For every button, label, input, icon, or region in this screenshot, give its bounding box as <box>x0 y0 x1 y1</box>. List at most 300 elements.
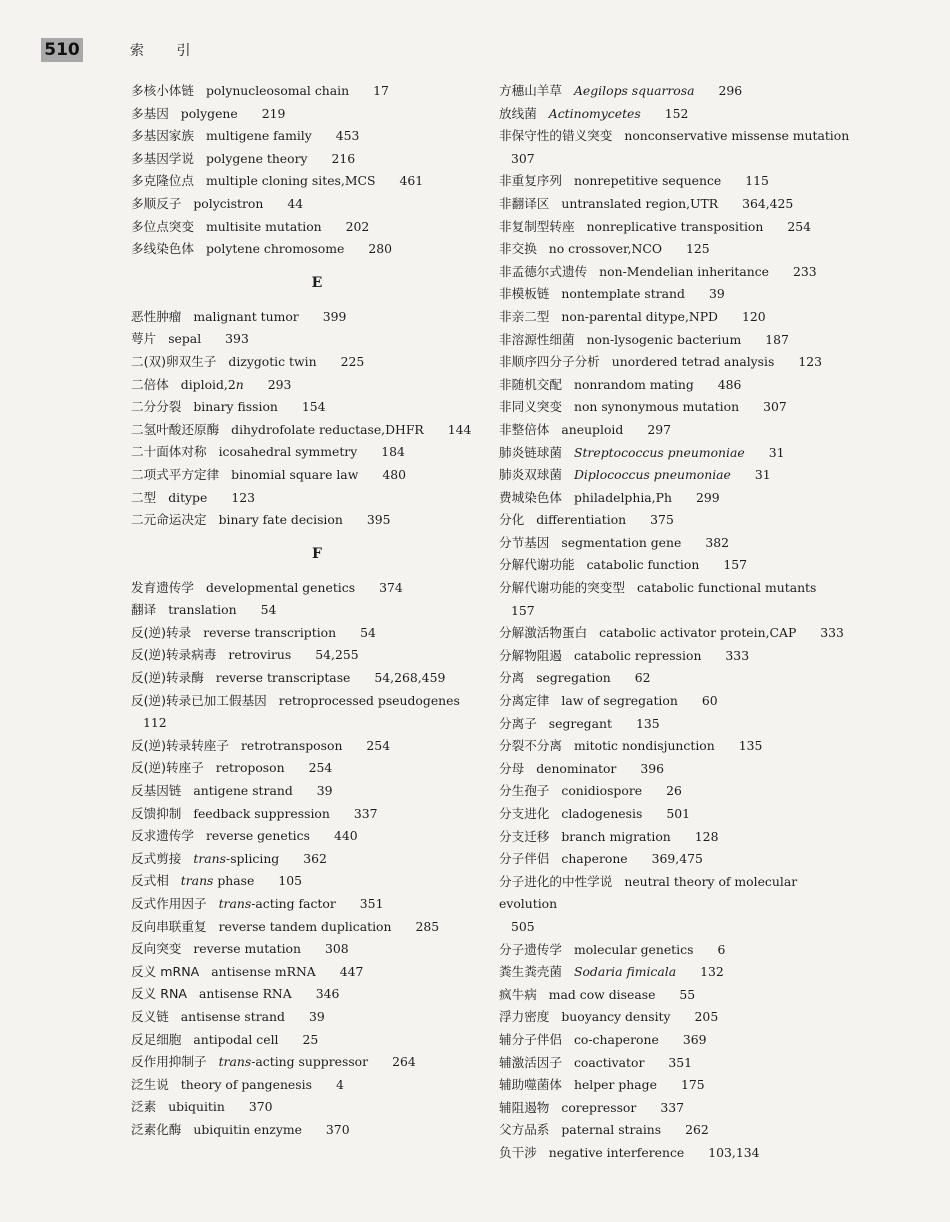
index-column-left <box>131 80 483 1142</box>
entry-chinese-term: 分离 <box>499 670 525 686</box>
entry-page-ref: 39 <box>308 1008 325 1024</box>
entry-english-term: retrovirus <box>228 647 292 663</box>
entry-chinese-term: 萼片 <box>131 331 157 347</box>
entry-chinese-term: 反(逆)转录 <box>131 624 192 640</box>
index-entry <box>499 238 851 261</box>
entry-chinese-term: 二项式平方定律 <box>131 466 220 482</box>
entry-page-ref: 132 <box>700 964 724 980</box>
entry-english-term: cladogenesis <box>561 806 643 821</box>
entry-chinese-term: 反作用抑制子 <box>131 1054 207 1070</box>
entry-chinese-term: 反(逆)转录酶 <box>131 670 204 686</box>
entry-page-ref: 333 <box>820 625 844 641</box>
entry-page-ref: 307 <box>763 399 787 415</box>
entry-page-ref: 480 <box>382 466 406 482</box>
entry-page-ref: 55 <box>679 986 696 1002</box>
index-entry <box>131 825 483 848</box>
index-entry <box>131 667 483 690</box>
entry-chinese-term: 多克隆位点 <box>131 173 194 189</box>
entry-chinese-term: 分子伴侣 <box>499 851 550 867</box>
entry-chinese-term: 分解激活物蛋白 <box>499 625 588 641</box>
entry-english-term: catabolic function <box>586 557 700 573</box>
index-entry <box>499 554 851 577</box>
entry-english-term: retroposon <box>215 760 285 776</box>
entry-english-term: dizygotic twin <box>228 353 317 369</box>
entry-chinese-term: 分解代谢功能的突变型 <box>499 580 625 596</box>
entry-page-ref: 26 <box>666 783 682 799</box>
entry-english-term: nonrepetitive sequence <box>573 173 722 189</box>
index-entry <box>131 1074 483 1097</box>
entry-chinese-term: 方穗山羊草 <box>499 83 562 98</box>
index-entry <box>499 871 851 939</box>
index-entry <box>499 216 851 239</box>
index-entry <box>131 961 483 984</box>
entry-english-term: retrotransposon <box>240 737 343 753</box>
entry-chinese-term: 非同义突变 <box>499 399 562 415</box>
entry-english-term: antigene strand <box>193 783 293 799</box>
entry-page-ref: 369 <box>682 1031 707 1047</box>
index-entry <box>499 1119 851 1142</box>
index-entry <box>131 1051 483 1074</box>
entry-english-term: polytene chromosome <box>205 241 345 257</box>
entry-page-ref: 440 <box>333 828 358 844</box>
entry-page-ref: 205 <box>694 1009 719 1025</box>
entry-page-ref: 4 <box>335 1076 344 1092</box>
entry-chinese-term: 反义链 <box>131 1008 169 1024</box>
index-entry <box>499 984 851 1007</box>
index-entry <box>131 916 483 939</box>
entry-page-ref: 54,268,459 <box>374 670 446 686</box>
entry-english-term: non synonymous mutation <box>573 399 740 415</box>
entry-page-ref: 112 <box>143 715 167 731</box>
entry-page-ref: 154 <box>301 399 326 415</box>
entry-chinese-term: 粪生粪壳菌 <box>499 964 562 980</box>
entry-page-ref: 62 <box>634 670 651 686</box>
index-entry <box>499 780 851 803</box>
entry-page-ref: 264 <box>392 1054 416 1070</box>
entry-chinese-term: 父方品系 <box>499 1122 550 1138</box>
index-entry <box>131 103 483 126</box>
entry-english-term: aneuploid <box>561 421 624 437</box>
entry-chinese-term: 反(逆)转录病毒 <box>131 647 217 663</box>
entry-english-term: reverse genetics <box>205 828 310 844</box>
entry-english-term: Aegilops squarrosa <box>573 83 695 98</box>
index-entry <box>131 893 483 916</box>
entry-page-ref: 364,425 <box>742 195 794 211</box>
entry-english-term: neutral theory of molecular evolution <box>499 873 798 912</box>
index-entry <box>499 961 851 984</box>
entry-english-term: mad cow disease <box>548 986 656 1002</box>
entry-chinese-term: 分解代谢功能 <box>499 557 575 573</box>
entry-english-term: nonrandom mating <box>573 376 694 392</box>
entry-chinese-term: 分离定律 <box>499 693 550 709</box>
entry-page-ref: 44 <box>287 195 304 211</box>
entry-page-ref: 262 <box>685 1122 709 1138</box>
entry-chinese-term: 分裂不分离 <box>499 738 562 754</box>
entry-page-ref: 486 <box>717 376 742 392</box>
entry-page-ref: 307 <box>511 150 535 166</box>
entry-english-term: Diplococcus pneumoniae <box>573 467 731 483</box>
index-entry <box>499 713 851 736</box>
entry-english-term: trans-acting suppressor <box>218 1054 369 1070</box>
entry-english-term: polynucleosomal chain <box>205 83 350 98</box>
entry-chinese-term: 非亲二型 <box>499 308 550 324</box>
entry-page-ref: 351 <box>668 1054 693 1070</box>
entry-english-term: law of segregation <box>561 693 678 709</box>
entry-english-term: reverse transcriptase <box>215 670 351 686</box>
entry-page-ref: 105 <box>278 873 303 889</box>
index-entry <box>131 757 483 780</box>
entry-english-term: trans-splicing <box>193 850 280 866</box>
entry-english-term: nontemplate strand <box>561 286 685 302</box>
entry-page-ref: 103,134 <box>708 1144 760 1160</box>
entry-chinese-term: 反向串联重复 <box>131 918 207 934</box>
entry-page-ref: 202 <box>345 218 370 234</box>
entry-english-term: Sodaria fimicala <box>573 964 677 980</box>
entry-chinese-term: 非随机交配 <box>499 376 562 392</box>
entry-page-ref: 54 <box>260 602 277 618</box>
entry-english-term: Actinomycetes <box>548 105 641 121</box>
entry-english-term: diploid,2n <box>180 376 244 392</box>
entry-english-term: conidiospore <box>561 783 643 799</box>
index-entry <box>131 1119 483 1142</box>
index-entry <box>131 577 483 600</box>
entry-page-ref: 54,255 <box>315 647 359 663</box>
index-entry <box>131 374 483 397</box>
entry-english-term: antisense RNA <box>198 986 292 1002</box>
entry-page-ref: 115 <box>745 173 769 189</box>
entry-page-ref: 187 <box>765 331 789 347</box>
index-entry <box>499 419 851 442</box>
entry-english-term: unordered tetrad analysis <box>611 354 775 370</box>
entry-chinese-term: 多位点突变 <box>131 218 194 234</box>
index-entry <box>499 758 851 781</box>
entry-page-ref: 128 <box>694 828 719 844</box>
entry-chinese-term: 二(双)卵双生子 <box>131 353 217 369</box>
entry-page-ref: 219 <box>261 105 286 121</box>
entry-english-term: polycistron <box>193 195 264 211</box>
index-entry <box>131 441 483 464</box>
entry-chinese-term: 浮力密度 <box>499 1009 550 1025</box>
entry-english-term: non-lysogenic bacterium <box>586 331 742 347</box>
entry-page-ref: 370 <box>248 1099 273 1115</box>
entry-english-term: retroprocessed pseudogenes <box>278 692 460 708</box>
entry-page-ref: 152 <box>664 105 689 121</box>
entry-page-ref: 60 <box>701 693 718 709</box>
entry-chinese-term: 分解物阻遏 <box>499 647 562 663</box>
entry-english-term: dihydrofolate reductase,DHFR <box>231 421 424 437</box>
entry-page-ref: 6 <box>717 941 726 957</box>
index-entry <box>131 780 483 803</box>
entry-chinese-term: 多线染色体 <box>131 241 194 257</box>
index-entry <box>499 103 851 126</box>
entry-page-ref: 333 <box>725 647 750 663</box>
index-entry <box>131 396 483 419</box>
index-entry <box>499 735 851 758</box>
entry-english-term: buoyancy density <box>561 1009 671 1025</box>
entry-english-term: antisense strand <box>180 1008 285 1024</box>
index-entry <box>131 870 483 893</box>
index-entry <box>499 939 851 962</box>
entry-english-term: molecular genetics <box>573 941 694 957</box>
index-entry <box>131 622 483 645</box>
entry-page-ref: 54 <box>360 624 376 640</box>
entry-chinese-term: 非整倍体 <box>499 421 550 437</box>
entry-english-term: binary fission <box>193 399 278 415</box>
entry-english-term: differentiation <box>536 512 627 528</box>
index-entry <box>499 1142 851 1165</box>
entry-chinese-term: 泛素 <box>131 1099 157 1115</box>
entry-chinese-term: 反(逆)转录转座子 <box>131 737 229 753</box>
entry-page-ref: 505 <box>511 918 535 934</box>
entry-page-ref: 369,475 <box>651 851 703 867</box>
entry-english-term: philadelphia,Ph <box>573 489 672 505</box>
index-entry <box>499 1097 851 1120</box>
entry-chinese-term: 负干涉 <box>499 1144 537 1160</box>
entry-page-ref: 31 <box>754 467 771 483</box>
index-entry <box>499 1029 851 1052</box>
entry-chinese-term: 肺炎双球菌 <box>499 467 562 483</box>
entry-english-term: catabolic repression <box>573 647 702 663</box>
entry-page-ref: 337 <box>353 805 378 821</box>
entry-page-ref: 461 <box>399 173 424 189</box>
entry-chinese-term: 分子遗传学 <box>499 941 562 957</box>
entry-chinese-term: 疯牛病 <box>499 986 537 1002</box>
index-entry <box>499 351 851 374</box>
entry-chinese-term: 非交换 <box>499 241 537 257</box>
entry-chinese-term: 二氢叶酸还原酶 <box>131 421 220 437</box>
entry-page-ref: 144 <box>447 421 472 437</box>
entry-english-term: nonconservative missense mutation <box>624 128 850 144</box>
entry-chinese-term: 非模板链 <box>499 286 550 302</box>
entry-page-ref: 453 <box>335 128 360 144</box>
index-entry <box>131 306 483 329</box>
entry-english-term: developmental genetics <box>205 579 356 595</box>
entry-chinese-term: 反馈抑制 <box>131 805 182 821</box>
entry-chinese-term: 多顺反子 <box>131 195 182 211</box>
index-entry <box>131 125 483 148</box>
entry-english-term: segregant <box>548 715 612 731</box>
index-entry <box>131 148 483 171</box>
entry-page-ref: 216 <box>331 150 356 166</box>
index-entry <box>131 351 483 374</box>
entry-chinese-term: 翻译 <box>131 602 157 618</box>
entry-page-ref: 184 <box>381 444 405 460</box>
entry-chinese-term: 非翻译区 <box>499 195 550 211</box>
index-entry <box>499 487 851 510</box>
entry-page-ref: 254 <box>308 760 333 776</box>
entry-chinese-term: 多基因 <box>131 105 169 121</box>
entry-english-term: polygene <box>180 105 238 121</box>
entry-chinese-term: 费城染色体 <box>499 489 562 505</box>
entry-english-term: denominator <box>536 760 617 776</box>
entry-english-term: icosahedral symmetry <box>218 444 358 460</box>
index-entry <box>131 170 483 193</box>
entry-page-ref: 396 <box>640 760 664 776</box>
entry-chinese-term: 分生孢子 <box>499 783 550 799</box>
entry-page-ref: 382 <box>705 534 729 550</box>
index-entry <box>131 193 483 216</box>
index-entry <box>499 193 851 216</box>
index-entry <box>131 803 483 826</box>
index-entry <box>131 419 483 442</box>
entry-page-ref: 157 <box>723 557 747 573</box>
entry-chinese-term: 辅阻遏物 <box>499 1099 550 1115</box>
entry-page-ref: 296 <box>718 83 743 98</box>
index-entry <box>499 306 851 329</box>
running-head: 索 引 <box>130 43 205 59</box>
index-entry <box>131 938 483 961</box>
entry-page-ref: 135 <box>738 738 763 754</box>
entry-english-term: reverse transcription <box>203 624 337 640</box>
index-entry <box>499 509 851 532</box>
entry-english-term: coactivator <box>573 1054 645 1070</box>
entry-chinese-term: 辅激活因子 <box>499 1054 562 1070</box>
section-letter: F <box>312 545 322 562</box>
entry-chinese-term: 反求遗传学 <box>131 828 194 844</box>
entry-english-term: corepressor <box>561 1099 637 1115</box>
entry-english-term: co-chaperone <box>573 1031 659 1047</box>
entry-chinese-term: 泛素化酶 <box>131 1121 182 1137</box>
entry-english-term: non-Mendelian inheritance <box>599 263 770 279</box>
index-entry <box>499 667 851 690</box>
entry-chinese-term: 二分分裂 <box>131 399 182 415</box>
entry-page-ref: 501 <box>666 806 690 821</box>
entry-page-ref: 233 <box>793 263 817 279</box>
page-number: 510 <box>41 38 83 62</box>
entry-english-term: untranslated region,UTR <box>561 195 719 211</box>
entry-page-ref: 39 <box>316 783 333 799</box>
entry-english-term: binomial square law <box>231 466 359 482</box>
index-entry <box>499 442 851 465</box>
entry-chinese-term: 反义 RNA <box>131 986 187 1002</box>
entry-english-term: multigene family <box>205 128 312 144</box>
entry-english-term: nonreplicative transposition <box>586 218 764 234</box>
entry-chinese-term: 非保守性的错义突变 <box>499 128 613 144</box>
index-entry <box>499 690 851 713</box>
entry-chinese-term: 泛生说 <box>131 1076 169 1092</box>
index-entry <box>131 216 483 239</box>
index-entry <box>131 1096 483 1119</box>
entry-english-term: ubiquitin <box>168 1099 225 1115</box>
entry-page-ref: 25 <box>302 1031 319 1047</box>
entry-english-term: chaperone <box>561 851 628 867</box>
entry-english-term: branch migration <box>561 828 671 844</box>
entry-page-ref: 254 <box>787 218 812 234</box>
entry-page-ref: 351 <box>359 896 384 911</box>
entry-chinese-term: 反向突变 <box>131 941 182 957</box>
entry-page-ref: 370 <box>325 1121 350 1137</box>
entry-chinese-term: 放线菌 <box>499 105 537 121</box>
entry-english-term: non-parental ditype,NPD <box>561 308 718 324</box>
entry-english-term: binary fate decision <box>218 512 343 528</box>
index-entry <box>131 690 483 735</box>
entry-chinese-term: 分支进化 <box>499 806 550 821</box>
entry-page-ref: 31 <box>768 444 785 460</box>
entry-english-term: reverse tandem duplication <box>218 918 392 934</box>
entry-english-term: reverse mutation <box>193 941 301 957</box>
index-entry <box>499 374 851 397</box>
entry-page-ref: 337 <box>660 1099 684 1115</box>
entry-chinese-term: 反(逆)转座子 <box>131 760 204 776</box>
entry-english-term: multiple cloning sites,MCS <box>205 173 376 189</box>
entry-english-term: paternal strains <box>561 1122 662 1138</box>
index-entry <box>499 577 851 622</box>
entry-page-ref: 123 <box>798 354 823 370</box>
index-entry <box>499 622 851 645</box>
entry-english-term: negative interference <box>548 1144 685 1160</box>
entry-page-ref: 123 <box>231 489 255 505</box>
index-entry <box>131 80 483 103</box>
entry-chinese-term: 反式作用因子 <box>131 896 207 911</box>
entry-chinese-term: 恶性肿瘤 <box>131 308 182 324</box>
index-entry <box>499 464 851 487</box>
entry-page-ref: 254 <box>366 737 391 753</box>
entry-english-term: antisense mRNA <box>211 963 316 979</box>
entry-chinese-term: 辅分子伴侣 <box>499 1031 562 1047</box>
entry-chinese-term: 二倍体 <box>131 376 169 392</box>
index-entry <box>131 487 483 510</box>
index-entry <box>131 1006 483 1029</box>
entry-english-term: mitotic nondisjunction <box>573 738 715 754</box>
index-column-right <box>499 80 851 1165</box>
entry-page-ref: 17 <box>373 83 389 98</box>
entry-page-ref: 280 <box>368 241 392 257</box>
index-entry <box>131 735 483 758</box>
index-entry <box>131 1029 483 1052</box>
index-entry <box>131 644 483 667</box>
index-entry <box>131 509 483 532</box>
entry-english-term: polygene theory <box>205 150 308 166</box>
entry-english-term: antipodal cell <box>193 1031 279 1047</box>
entry-chinese-term: 二十面体对称 <box>131 444 207 460</box>
entry-chinese-term: 多基因家族 <box>131 128 194 144</box>
entry-page-ref: 362 <box>303 850 327 866</box>
entry-chinese-term: 分母 <box>499 760 525 776</box>
entry-page-ref: 297 <box>647 421 671 437</box>
index-entry <box>499 1052 851 1075</box>
index-entry <box>131 983 483 1006</box>
entry-english-term: feedback suppression <box>193 805 330 821</box>
index-entry <box>131 328 483 351</box>
entry-page-ref: 135 <box>635 715 660 731</box>
entry-english-term: sepal <box>168 331 202 347</box>
entry-page-ref: 157 <box>511 602 535 618</box>
entry-page-ref: 308 <box>325 941 349 957</box>
index-entry <box>499 125 851 170</box>
entry-chinese-term: 反式剪接 <box>131 850 182 866</box>
entry-chinese-term: 多核小体链 <box>131 83 194 98</box>
entry-chinese-term: 分离子 <box>499 715 537 731</box>
entry-page-ref: 120 <box>742 308 766 324</box>
entry-chinese-term: 分支迁移 <box>499 828 550 844</box>
index-entry <box>499 826 851 849</box>
entry-chinese-term: 非复制型转座 <box>499 218 575 234</box>
entry-chinese-term: 非顺序四分子分析 <box>499 354 600 370</box>
entry-page-ref: 346 <box>315 986 340 1002</box>
entry-page-ref: 447 <box>339 963 364 979</box>
entry-page-ref: 125 <box>685 241 710 257</box>
entry-page-ref: 225 <box>340 353 365 369</box>
index-entry <box>499 261 851 284</box>
entry-english-term: Streptococcus pneumoniae <box>573 444 745 460</box>
index-entry <box>499 396 851 419</box>
index-entry <box>499 848 851 871</box>
entry-chinese-term: 分子进化的中性学说 <box>499 873 613 889</box>
entry-english-term: segregation <box>536 670 611 686</box>
entry-chinese-term: 非孟德尔式遗传 <box>499 263 588 279</box>
entry-chinese-term: 发育遗传学 <box>131 579 194 595</box>
index-entry <box>499 1006 851 1029</box>
